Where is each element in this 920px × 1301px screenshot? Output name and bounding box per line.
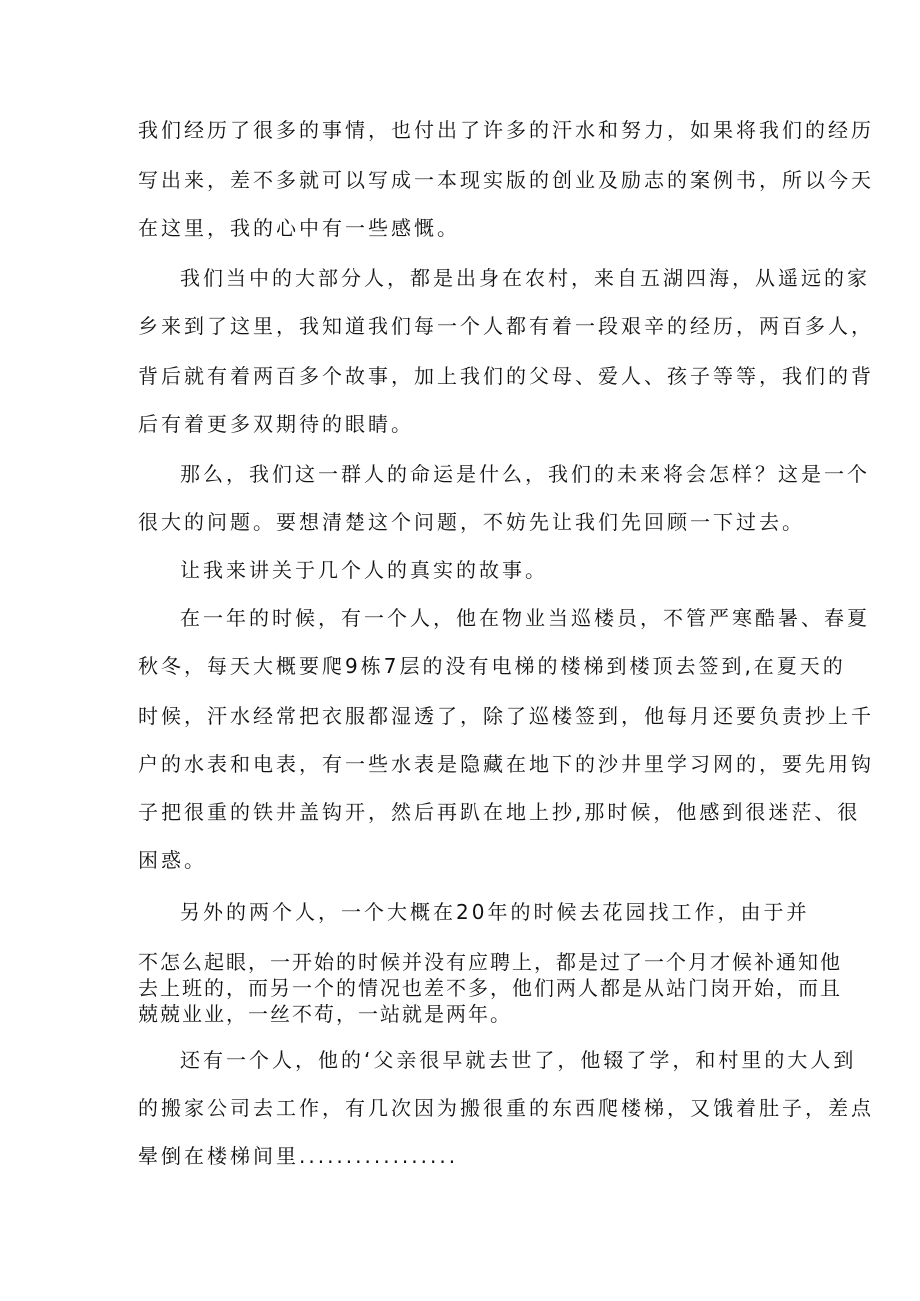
paragraph-5-line-4: 户的水表和电表，有一些水表是隐藏在地下的沙井里学习网的，要先用钩	[138, 752, 874, 776]
paragraph-5-line-2: 秋冬，每天大概要爬9栋7层的没有电梯的楼梯到楼顶去签到,在夏天的	[138, 654, 846, 678]
paragraph-2-line-1: 我们当中的大部分人，都是出身在农村，来自五湖四海，从遥远的家	[180, 266, 870, 290]
paragraph-3-line-2: 很大的问题。要想清楚这个问题，不妨先让我们先回顾一下过去。	[138, 510, 805, 534]
paragraph-3-line-1: 那么，我们这一群人的命运是什么，我们的未来将会怎样？这是一个	[180, 462, 870, 486]
paragraph-7-line-2: 的搬家公司去工作，有几次因为搬很重的东西爬楼梯，又饿着肚子，差点	[138, 1096, 874, 1120]
paragraph-6-line-2: 不怎么起眼，一开始的时候并没有应聘上，都是过了一个月才候补通知他	[138, 950, 842, 974]
paragraph-7-line-3: 晕倒在楼梯间里.................	[138, 1144, 459, 1168]
paragraph-1-line-2: 写出来，差不多就可以写成一本现实版的创业及励志的案例书，所以今天	[138, 168, 874, 192]
paragraph-5-line-3: 时候，汗水经常把衣服都湿透了，除了巡楼签到，他每月还要负责抄上千	[138, 704, 874, 728]
paragraph-2-line-4: 后有着更多双期待的眼睛。	[138, 412, 414, 436]
paragraph-6-line-1: 另外的两个人，一个大概在20年的时候去花园找工作，由于并	[180, 900, 810, 924]
paragraph-5-line-1: 在一年的时候，有一个人，他在物业当巡楼员，不管严寒酷暑、春夏	[180, 606, 870, 630]
paragraph-2-line-3: 背后就有着两百多个故事，加上我们的父母、爱人、孩子等等，我们的背	[138, 364, 874, 388]
paragraph-1-line-1: 我们经历了很多的事情，也付出了许多的汗水和努力，如果将我们的经历	[138, 118, 874, 142]
paragraph-6-line-4: 兢兢业业，一丝不苟，一站就是两年。	[138, 1002, 512, 1026]
paragraph-6-line-3: 去上班的，而另一个的情况也差不多，他们两人都是从站门岗开始，而且	[138, 976, 842, 1000]
paragraph-2-line-2: 乡来到了这里，我知道我们每一个人都有着一段艰辛的经历，两百多人，	[138, 314, 874, 338]
paragraph-1-line-3: 在这里，我的心中有一些感慨。	[138, 216, 460, 240]
paragraph-4-line-1: 让我来讲关于几个人的真实的故事。	[180, 558, 548, 582]
paragraph-7-line-1: 还有一个人，他的‘父亲很早就去世了，他辍了学，和村里的大人到	[180, 1048, 857, 1072]
paragraph-5-line-6: 困惑。	[138, 848, 207, 872]
paragraph-5-line-5: 子把很重的铁井盖钩开，然后再趴在地上抄,那时候，他感到很迷茫、很	[138, 800, 861, 824]
